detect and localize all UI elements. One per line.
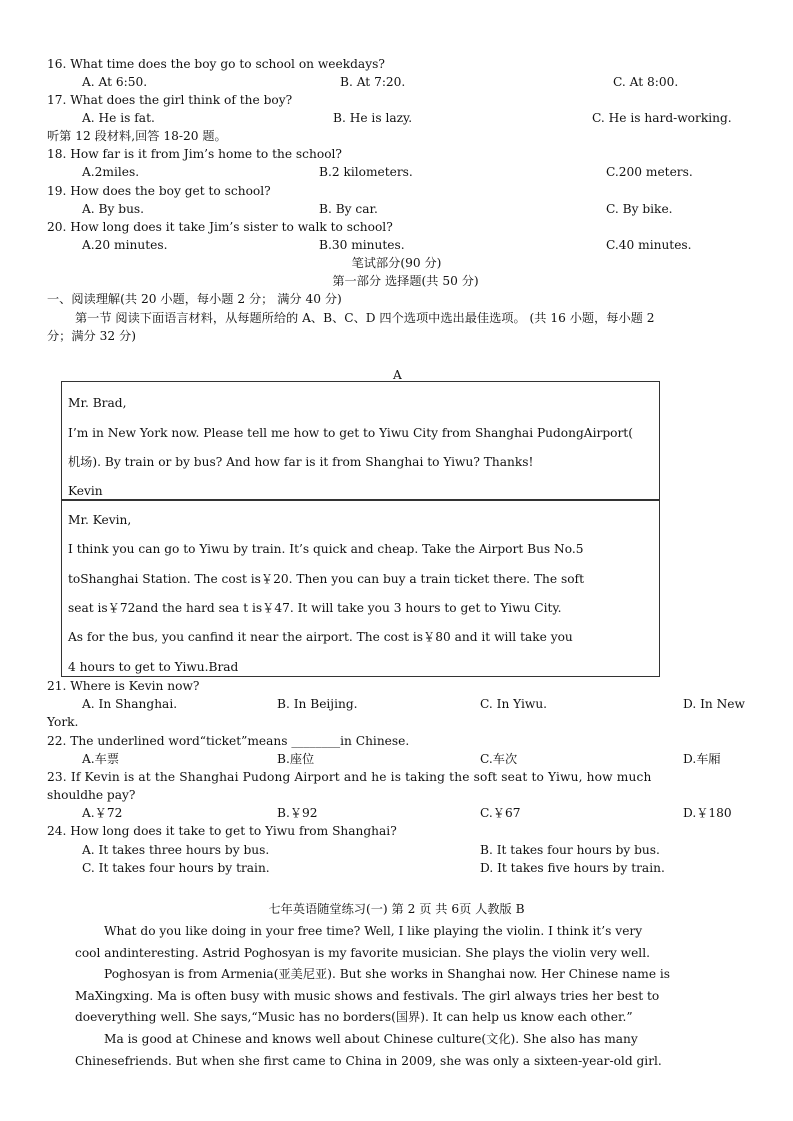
question-16-option-a: A. At 6:50.: [82, 75, 148, 89]
letter1-line-1: I’m in New York now. Please tell me how to get to Yiwu City from Shanghai PudongAirport(: [68, 426, 633, 440]
question-16-option-c: C. At 8:00.: [613, 75, 679, 89]
question-19-option-a: A. By bus.: [82, 202, 145, 216]
question-23-stem-wrap: shouldhe pay?: [47, 788, 136, 802]
question-24-stem: 24. How long does it take to get to Yiwu from Shanghai?: [47, 824, 397, 838]
question-17-option-c: C. He is hard-working.: [592, 111, 732, 125]
letter1-line-2: 机场). By train or by bus? And how far is it from Shanghai to Yiwu? Thanks!: [68, 455, 534, 469]
question-19-stem: 19. How does the boy get to school?: [47, 184, 271, 198]
passage-b-p2-line-1: Poghosyan is from Armenia(亚美尼亚). But she works in Shanghai now. Her Chinese name is: [104, 967, 671, 981]
question-23-option-b: B.￥92: [277, 806, 318, 820]
section-instruction-line-2: 分；满分 32 分): [47, 329, 136, 343]
passage-b-p1-line-1: What do you like doing in your free time? Well, I like playing the violin. I think it’s very: [104, 924, 643, 938]
letter2-line-2: toShanghai Station. The cost is￥20. Then you can buy a train ticket there. The soft: [68, 572, 584, 586]
question-19-option-b: B. By car.: [319, 202, 378, 216]
question-22-option-d: D.车厢: [683, 752, 721, 766]
letter2-greeting: Mr. Kevin,: [68, 513, 132, 527]
question-24-option-b: B. It takes four hours by bus.: [480, 843, 660, 857]
material-12-instruction: 听第 12 段材料,回答 18-20 题。: [47, 129, 227, 143]
question-24-option-d: D. It takes five hours by train.: [480, 861, 665, 875]
section-instruction-line-1: 第一节 阅读下面语言材料，从每题所给的 A、B、C、D 四个选项中选出最佳选项。 (共 16 小题，每小题 2: [75, 311, 655, 325]
part-one-heading: 第一部分 选择题(共 50 分): [332, 274, 479, 288]
question-16-option-b: B. At 7:20.: [340, 75, 406, 89]
question-21-stem: 21. Where is Kevin now?: [47, 679, 200, 693]
letter1-greeting: Mr. Brad,: [68, 396, 127, 410]
letter2-line-1: I think you can go to Yiwu by train. It’s quick and cheap. Take the Airport Bus No.5: [68, 542, 584, 556]
passage-b-p3-line-2: Chinesefriends. But when she first came to China in 2009, she was only a sixteen-year-old girl.: [75, 1054, 662, 1068]
letter1-signature: Kevin: [68, 484, 103, 498]
question-22-option-b: B.座位: [277, 752, 315, 766]
letter2-line-5: 4 hours to get to Yiwu.Brad: [68, 660, 239, 674]
question-22-stem: 22. The underlined word“ticket”means ________in Chinese.: [47, 734, 410, 748]
passage-a-label: A: [393, 368, 402, 382]
question-20-option-b: B.30 minutes.: [319, 238, 405, 252]
question-21-option-d-wrap: York.: [47, 715, 79, 729]
page-footer: 七年英语随堂练习(一) 第 2 页 共 6页 人教版 B: [268, 902, 525, 916]
question-23-stem: 23. If Kevin is at the Shanghai Pudong Airport and he is taking the soft seat to Yiwu, how much: [47, 770, 652, 784]
question-23-option-a: A.￥72: [82, 806, 123, 820]
question-18-option-a: A.2miles.: [82, 165, 140, 179]
question-20-option-a: A.20 minutes.: [82, 238, 168, 252]
question-16-stem: 16. What time does the boy go to school on weekdays?: [47, 57, 385, 71]
passage-b-p2-line-3: doeverything well. She says,“Music has no borders(国界). It can help us know each other.”: [75, 1010, 633, 1024]
question-22-option-c: C.车次: [480, 752, 518, 766]
question-18-option-c: C.200 meters.: [606, 165, 693, 179]
question-19-option-c: C. By bike.: [606, 202, 673, 216]
passage-b-p3-line-1: Ma is good at Chinese and knows well about Chinese culture(文化). She also has many: [104, 1032, 638, 1046]
question-17-stem: 17. What does the girl think of the boy?: [47, 93, 293, 107]
question-18-stem: 18. How far is it from Jim’s home to the school?: [47, 147, 342, 161]
question-23-option-c: C.￥67: [480, 806, 521, 820]
written-section-title: 笔试部分(90 分): [351, 256, 442, 270]
passage-b-p1-line-2: cool andinteresting. Astrid Poghosyan is my favorite musician. She plays the violin very well.: [75, 946, 650, 960]
question-20-stem: 20. How long does it take Jim’s sister to walk to school?: [47, 220, 393, 234]
question-23-option-d: D.￥180: [683, 806, 732, 820]
reading-section-heading: 一、阅读理解(共 20 小题，每小题 2 分； 满分 40 分): [47, 292, 342, 306]
question-22-option-a: A.车票: [82, 752, 120, 766]
question-24-option-c: C. It takes four hours by train.: [82, 861, 270, 875]
letter2-line-3: seat is￥72and the hard sea t is￥47. It will take you 3 hours to get to Yiwu City.: [68, 601, 562, 615]
question-21-option-a: A. In Shanghai.: [82, 697, 178, 711]
question-20-option-c: C.40 minutes.: [606, 238, 692, 252]
question-17-option-b: B. He is lazy.: [333, 111, 413, 125]
question-21-option-d: D. In New: [683, 697, 745, 711]
question-21-option-c: C. In Yiwu.: [480, 697, 548, 711]
question-21-option-b: B. In Beijing.: [277, 697, 358, 711]
question-17-option-a: A. He is fat.: [82, 111, 155, 125]
question-18-option-b: B.2 kilometers.: [319, 165, 413, 179]
question-24-option-a: A. It takes three hours by bus.: [82, 843, 270, 857]
letter-to-brad: [61, 381, 660, 501]
letter2-line-4: As for the bus, you canfind it near the airport. The cost is￥80 and it will take you: [68, 630, 573, 644]
passage-b-p2-line-2: MaXingxing. Ma is often busy with music shows and festivals. The girl always tries her best to: [75, 989, 660, 1003]
letter-to-kevin: [61, 499, 660, 677]
